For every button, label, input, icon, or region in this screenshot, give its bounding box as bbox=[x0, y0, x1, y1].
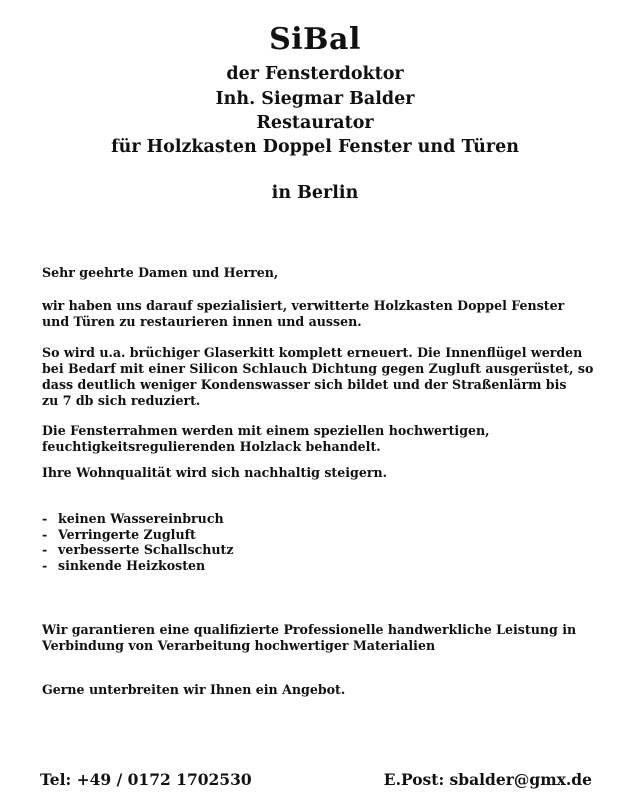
specialty: für Holzkasten Doppel Fenster und Türen bbox=[111, 137, 519, 157]
list-item: - Verringerte Zugluft bbox=[42, 526, 196, 542]
paragraph-line: bei Bedarf mit einer Silicon Schlauch Dichtung gegen Zugluft ausgerüstet, so bbox=[42, 361, 594, 376]
email-address: E.Post: sbalder@gmx.de bbox=[383, 770, 592, 789]
paragraph-line: So wird u.a. brüchiger Glaserkitt komplett erneuert. Die Innenflügel werden bbox=[42, 345, 583, 360]
paragraph-frames bbox=[42, 423, 602, 455]
owner-name: Inh. Siegmar Balder bbox=[215, 89, 415, 109]
paragraph-line: wir haben uns darauf spezialisiert, verwitterte Holzkasten Doppel Fenster bbox=[42, 298, 565, 313]
benefits-list bbox=[42, 511, 234, 573]
bullet-dash: - bbox=[42, 557, 48, 573]
bullet-dash: - bbox=[42, 542, 48, 557]
paragraph-quality: Ihre Wohnqualität wird sich nachhaltig steigern. bbox=[42, 465, 388, 480]
brand-name: SiBal bbox=[269, 22, 361, 57]
greeting: Sehr geehrte Damen und Herren, bbox=[42, 265, 279, 280]
bullet-dash: - bbox=[42, 526, 48, 542]
paragraph-offer: Gerne unterbreiten wir Ihnen ein Angebot. bbox=[42, 682, 346, 697]
profession: Restaurator bbox=[256, 113, 374, 133]
paragraph-line: feuchtigkeitsregulierenden Holzlack behandelt. bbox=[42, 439, 381, 454]
list-item: - sinkende Heizkosten bbox=[42, 557, 206, 573]
paragraph-line: Verbindung von Verarbeitung hochwertiger Materialien bbox=[42, 638, 436, 653]
paragraph-services bbox=[42, 345, 602, 409]
paragraph-line: dass deutlich weniger Kondenswasser sich bildet und der Straßenlärm bis bbox=[42, 377, 567, 392]
paragraph-guarantee bbox=[42, 622, 602, 654]
tagline: der Fensterdoktor bbox=[226, 64, 404, 84]
list-item: - keinen Wassereinbruch bbox=[42, 511, 224, 526]
phone-number: Tel: +49 / 0172 1702530 bbox=[40, 770, 252, 789]
paragraph-intro bbox=[42, 298, 602, 330]
location: in Berlin bbox=[271, 183, 359, 203]
paragraph-line: Wir garantieren eine qualifizierte Professionelle handwerkliche Leistung in bbox=[42, 622, 577, 637]
bullet-dash: - bbox=[42, 511, 48, 526]
paragraph-line: Die Fensterrahmen werden mit einem speziellen hochwertigen, bbox=[42, 423, 490, 438]
paragraph-line: und Türen zu restaurieren innen und aussen. bbox=[42, 314, 362, 329]
paragraph-line: zu 7 db sich reduziert. bbox=[42, 393, 201, 408]
list-item: - verbesserte Schallschutz bbox=[42, 542, 234, 557]
